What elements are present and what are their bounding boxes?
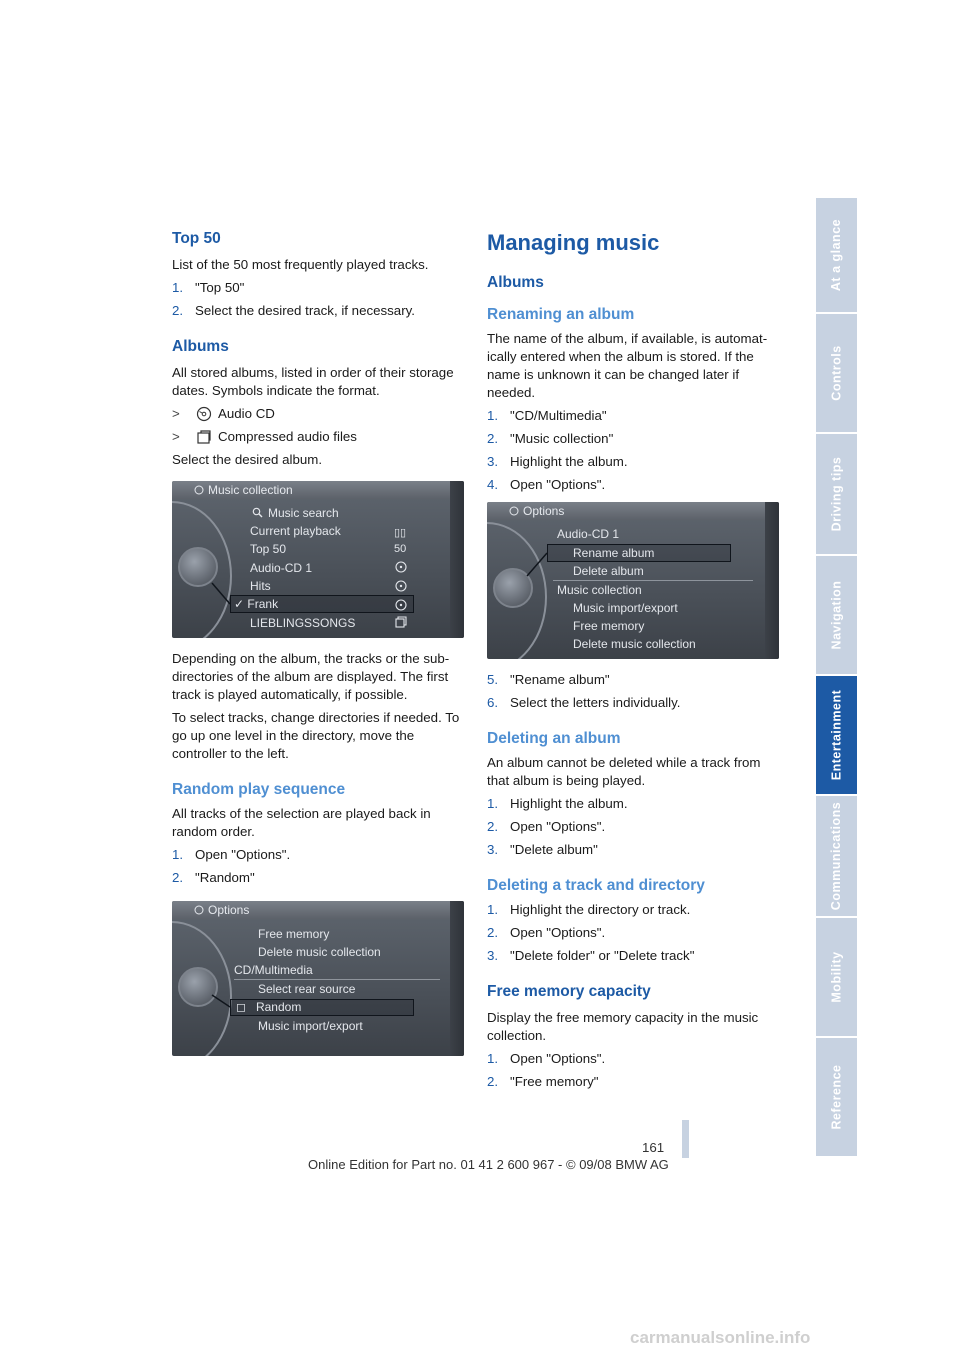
random-text: All tracks of the selection are played back in random order.: [172, 806, 431, 839]
menu-item: Music search: [268, 506, 339, 520]
tab-communications[interactable]: Communications: [816, 796, 857, 918]
screenshot-options-rename: [487, 502, 779, 659]
step: 1. Highlight the directory or track.: [487, 902, 691, 917]
right-column: [487, 230, 780, 1096]
delete-album-section: [487, 730, 780, 859]
footer-edition: Online Edition for Part no. 01 41 2 600 967 - © 09/08 BMW AG: [308, 1157, 669, 1172]
step: 6. Select the letters individually.: [487, 695, 681, 710]
top50-badge: 50: [394, 543, 407, 555]
top50-section: [172, 230, 464, 320]
rename-heading: Renaming an album: [487, 306, 635, 323]
menu-item: CD/Multimedia: [234, 963, 313, 977]
tab-reference[interactable]: Reference: [816, 1038, 857, 1158]
left-column: [172, 230, 464, 1068]
page-number: 161: [642, 1140, 665, 1155]
delete-track-heading: Deleting a track and directory: [487, 877, 705, 894]
leader-line: [172, 481, 464, 638]
tab-navigation[interactable]: Navigation: [816, 556, 857, 676]
menu-item: Free memory: [573, 619, 645, 633]
step: 4. Open "Options".: [487, 477, 606, 492]
menu-item: Top 50: [250, 542, 287, 556]
delete-album-heading: Deleting an album: [487, 730, 621, 747]
footer-bar: [682, 1120, 689, 1158]
menu-item: Music import/export: [258, 1019, 363, 1033]
chapter-tabs: [816, 198, 857, 1158]
step: 2. Open "Options".: [487, 819, 606, 834]
menu-item-selected: ✓ Frank: [234, 597, 279, 611]
step: 2. Select the desired track, if necessary.: [172, 303, 415, 318]
menu-item: Audio-CD 1: [557, 527, 620, 541]
page-title: Managing music: [487, 230, 660, 255]
menu-item: Select rear source: [258, 982, 356, 996]
menu-item: Audio-CD 1: [250, 561, 313, 575]
tab-at-a-glance[interactable]: At a glance: [816, 198, 857, 314]
step: 1. Highlight the album.: [487, 796, 628, 811]
menu-item: Free memory: [258, 927, 330, 941]
menu-item-selected: Rename album: [573, 546, 655, 560]
menu-item: Music collection: [557, 583, 642, 597]
menu-item: Delete album: [573, 564, 644, 578]
delete-album-text: An album cannot be deleted while a track from that album is being played.: [487, 755, 761, 788]
step: 1. "CD/Multimedia": [487, 408, 607, 423]
delete-track-section: [487, 877, 780, 965]
menu-item: Current playback: [250, 524, 341, 538]
menu-item: Music import/export: [573, 601, 678, 615]
after-screen-text-1: Depending on the album, the tracks or the sub-directories of the album are displayed. The first track is played automatically, if possible.: [172, 651, 450, 702]
random-heading: Random play sequence: [172, 781, 346, 798]
albums-text: All stored albums, listed in order of their storage dates. Symbols indicate the format.: [172, 365, 454, 398]
bullet-compressed: > Compressed audio files: [172, 429, 357, 444]
menu-item: Delete music collection: [573, 637, 696, 651]
free-memory-section: [487, 983, 780, 1091]
step: 3. Highlight the album.: [487, 454, 628, 469]
top50-text: List of the 50 most frequently played tracks.: [172, 257, 429, 272]
free-memory-text: Display the free memory capacity in the music collection.: [487, 1010, 759, 1043]
screen-title: Music collection: [208, 483, 293, 497]
step: 3. "Delete folder" or "Delete track": [487, 948, 695, 963]
step: 2. "Free memory": [487, 1074, 599, 1089]
step: 1. Open "Options".: [487, 1051, 606, 1066]
tab-entertainment[interactable]: Entertainment: [816, 676, 857, 796]
after-screen-text-2: To select tracks, change directories if needed. To go up one level in the directory, move the controller to the left.: [172, 710, 460, 761]
menu-item: Hits: [250, 579, 271, 593]
step: 2. "Music collection": [487, 431, 614, 446]
free-memory-heading: Free memory capacity: [487, 983, 651, 1000]
random-section: [172, 781, 464, 887]
tab-controls[interactable]: Controls: [816, 314, 857, 434]
tab-mobility[interactable]: Mobility: [816, 918, 857, 1038]
watermark: carmanualsonline.info: [630, 1328, 811, 1347]
menu-item: Delete music collection: [258, 945, 381, 959]
menu-item: LIEBLINGSSONGS: [250, 616, 356, 630]
albums-heading: Albums: [487, 274, 544, 291]
rename-section: [487, 306, 780, 494]
step: 2. Open "Options".: [487, 925, 606, 940]
albums-section: [172, 338, 464, 469]
screenshot-options-random: [172, 901, 464, 1056]
step: 1. "Top 50": [172, 280, 245, 295]
bullet-audio-cd: > Audio CD: [172, 406, 275, 421]
screen-title: Options: [208, 903, 250, 917]
step: 2. "Random": [172, 870, 255, 885]
screenshot-music-collection: [172, 481, 464, 638]
screen-title: Options: [523, 504, 565, 518]
leader-line: [172, 901, 464, 1056]
step: 3. "Delete album": [487, 842, 598, 857]
cd-icon: [196, 406, 212, 422]
step: 5. "Rename album": [487, 672, 610, 687]
rename-text: The name of the album, if available, is automat-ically entered when the album is stored. If the name is unknown it can be changed later if needed.: [487, 331, 768, 400]
leader-line: [487, 502, 779, 659]
albums-heading: Albums: [172, 338, 229, 355]
compressed-file-icon: [196, 429, 212, 445]
albums-after: Select the desired album.: [172, 452, 323, 467]
tab-driving-tips[interactable]: Driving tips: [816, 434, 857, 556]
current-playback-icon: ▯▯: [394, 527, 407, 539]
step: 1. Open "Options".: [172, 847, 291, 862]
menu-item-selected: ◻ Random: [236, 1000, 302, 1014]
top50-heading: Top 50: [172, 230, 221, 247]
